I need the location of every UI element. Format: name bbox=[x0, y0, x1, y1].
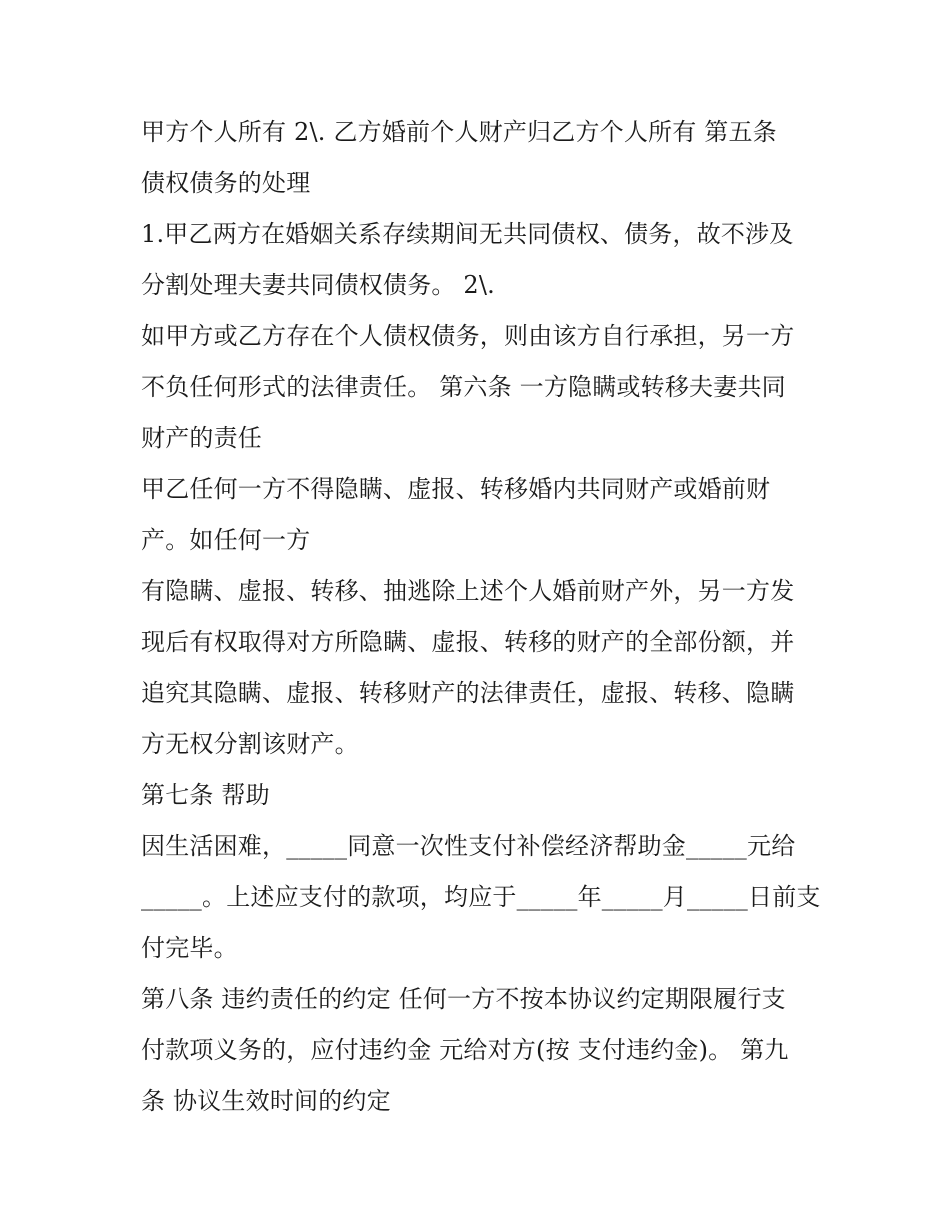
text-line: 付款项义务的，应付违约金 元给对方(按 支付违约金)。 第九 bbox=[141, 1036, 789, 1064]
text-line: 第七条 帮助 bbox=[141, 781, 270, 809]
text-line: 甲方个人所有 2\. 乙方婚前个人财产归乙方个人所有 第五条 bbox=[141, 118, 777, 146]
text-line: 甲乙任何一方不得隐瞒、虚报、转移婚内共同财产或婚前财 bbox=[141, 475, 771, 503]
document-body bbox=[141, 107, 831, 1127]
text-line: 方无权分割该财产。 bbox=[141, 730, 359, 758]
text-line: 分割处理夫妻共同债权债务。 2\. bbox=[141, 271, 496, 299]
text-line: 债权债务的处理 bbox=[141, 169, 311, 197]
text-line: 产。如任何一方 bbox=[141, 526, 311, 554]
text-line: 第八条 违约责任的约定 任何一方不按本协议约定期限履行支 bbox=[141, 985, 786, 1013]
text-line: 付完毕。 bbox=[141, 934, 238, 962]
text-line: 如甲方或乙方存在个人债权债务，则由该方自行承担，另一方 bbox=[141, 322, 795, 350]
text-line: 条 协议生效时间的约定 bbox=[141, 1087, 391, 1115]
text-line: _____。上述应支付的款项，均应于_____年_____月_____日前支 bbox=[141, 883, 821, 911]
text-line: 追究其隐瞒、虚报、转移财产的法律责任，虚报、转移、隐瞒 bbox=[141, 679, 795, 707]
text-line: 1.甲乙两方在婚姻关系存续期间无共同债权、债务，故不涉及 bbox=[141, 220, 794, 248]
text-line: 因生活困难，_____同意一次性支付补偿经济帮助金_____元给 bbox=[141, 832, 796, 860]
text-line: 现后有权取得对方所隐瞒、虚报、转移的财产的全部份额，并 bbox=[141, 628, 795, 656]
text-line: 不负任何形式的法律责任。 第六条 一方隐瞒或转移夫妻共同 bbox=[141, 373, 786, 401]
text-line: 财产的责任 bbox=[141, 424, 262, 452]
text-line: 有隐瞒、虚报、转移、抽逃除上述个人婚前财产外，另一方发 bbox=[141, 577, 795, 605]
